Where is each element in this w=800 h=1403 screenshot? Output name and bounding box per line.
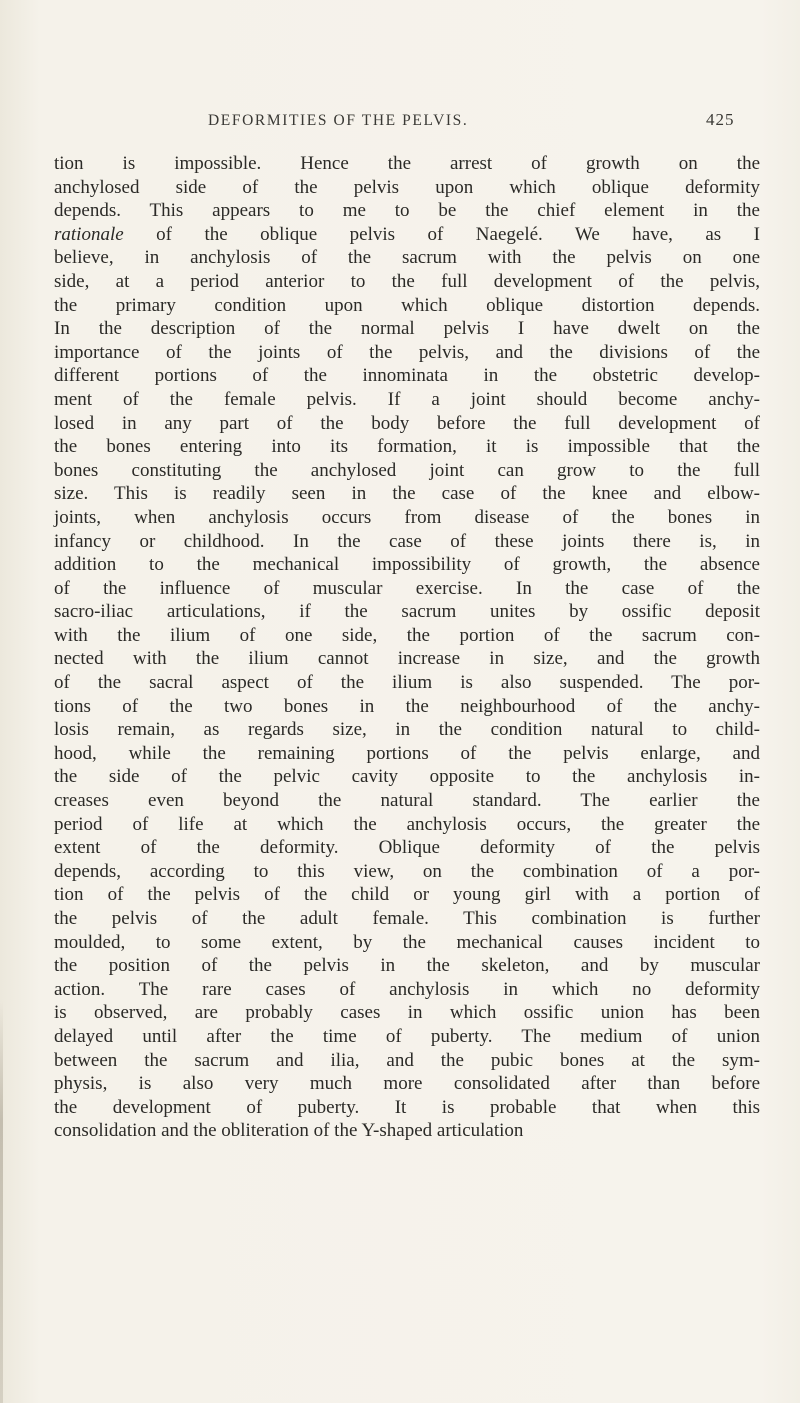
text-line: ment of the female pelvis. If a joint should become anchy- <box>54 388 760 410</box>
text-line: with the ilium of one side, the portion of the sacrum con- <box>54 624 760 646</box>
text-line: depends, according to this view, on the combination of a por- <box>54 860 760 882</box>
text-line: action. The rare cases of anchylosis in which no deformity <box>54 978 760 1000</box>
text-line: size. This is readily seen in the case of the knee and elbow- <box>54 483 760 505</box>
text-line: addition to the mechanical impossibility of growth, the absence <box>54 554 760 576</box>
text-line: physis, is also very much more consolidated after than before <box>54 1073 760 1095</box>
text-line: nected with the ilium cannot increase in size, and the growth <box>54 648 760 670</box>
text-line: tion is impossible. Hence the arrest of growth on the <box>54 153 760 174</box>
text-line: creases even beyond the natural standard. The earlier the <box>54 790 760 812</box>
text-line: the side of the pelvic cavity opposite to the anchylosis in- <box>54 766 760 788</box>
text-line: the pelvis of the adult female. This combination is further <box>54 908 760 929</box>
text-line: the primary condition upon which oblique distortion depends. <box>54 294 760 316</box>
text-line: is observed, are probably cases in which ossific union has been <box>54 1002 760 1024</box>
text-line: anchylosed side of the pelvis upon which oblique deformity <box>54 176 760 198</box>
text-line: the bones entering into its formation, it is impossible that the <box>54 436 760 458</box>
text-line: joints, when anchylosis occurs from disease of the bones in <box>54 506 760 528</box>
text-line: bones constituting the anchylosed joint can grow to the full <box>54 459 760 481</box>
text-line: different portions of the innominata in the obstetric develop- <box>54 365 760 387</box>
text-line: of the influence of muscular exercise. In the case of the <box>54 577 760 599</box>
text-line-rest: of the oblique pelvis of Naegelé. We have, as I <box>156 223 760 245</box>
text-line: extent of the deformity. Oblique deformity of the pelvis <box>54 837 760 859</box>
text-line: In the description of the normal pelvis I have dwelt on the <box>54 318 760 340</box>
text-line: hood, while the remaining portions of the pelvis enlarge, and <box>54 742 760 764</box>
text-line: sacro-iliac articulations, if the sacrum unites by ossific deposit <box>54 601 760 623</box>
text-line: side, at a period anterior to the full development of the pelvis, <box>54 270 760 292</box>
text-line: the position of the pelvis in the skeleton, and by muscular <box>54 955 760 977</box>
text-line: importance of the joints of the pelvis, and the divisions of the <box>54 341 760 363</box>
text-line: consolidation and the obliteration of the Y-shaped articulation <box>54 1120 524 1142</box>
text-line: infancy or childhood. In the case of these joints there is, in <box>54 530 760 552</box>
text-line: period of life at which the anchylosis occurs, the greater the <box>54 813 760 835</box>
text-line: tion of the pelvis of the child or young girl with a portion of <box>54 884 760 906</box>
page-number: 425 <box>706 110 735 129</box>
text-line: tions of the two bones in the neighbourhood of the anchy- <box>54 695 760 717</box>
body-text <box>54 152 760 1143</box>
text-line: moulded, to some extent, by the mechanical causes incident to <box>54 931 760 953</box>
text-line: losed in any part of the body before the full development of <box>54 412 760 434</box>
text-line: losis remain, as regards size, in the condition natural to child- <box>54 719 760 741</box>
text-line: the development of puberty. It is probable that when this <box>54 1096 760 1118</box>
text-line: delayed until after the time of puberty. The medium of union <box>54 1025 760 1047</box>
text-line: believe, in anchylosis of the sacrum with the pelvis on one <box>54 247 760 269</box>
page-edge-shadow <box>0 1000 3 1403</box>
text-line <box>54 223 760 247</box>
running-title: DEFORMITIES OF THE PELVIS. <box>208 112 469 129</box>
italic-word: rationale <box>54 223 124 245</box>
text-line: of the sacral aspect of the ilium is also suspended. The por- <box>54 672 760 694</box>
text-line: between the sacrum and ilia, and the pubic bones at the sym- <box>54 1049 760 1071</box>
text-line: depends. This appears to me to be the chief element in the <box>54 200 760 222</box>
